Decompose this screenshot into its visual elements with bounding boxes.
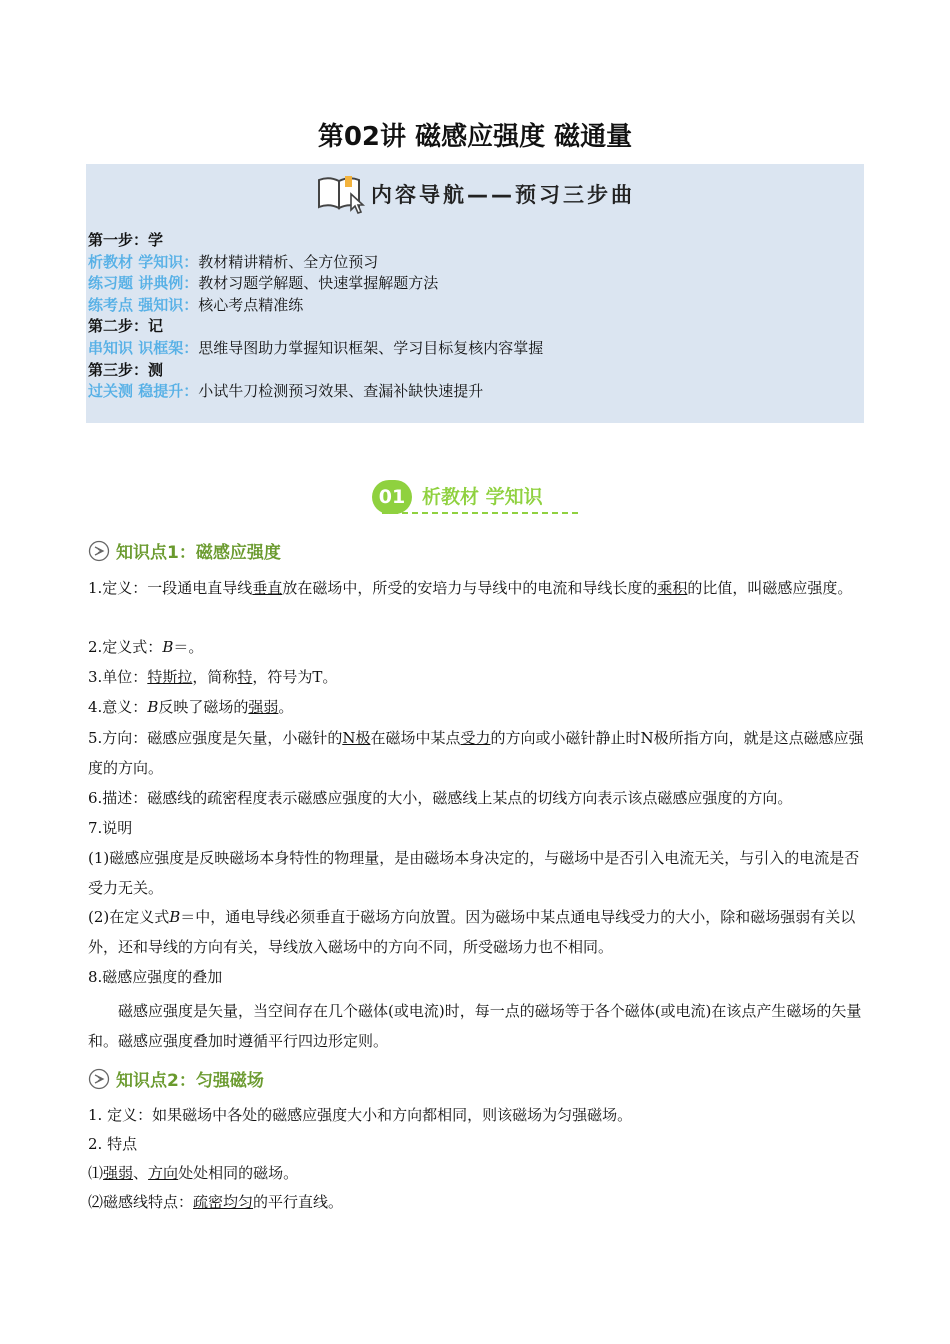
kp1-notes-heading: 7.说明: [88, 819, 133, 837]
kp1-title: 知识点1：磁感应强度: [116, 543, 281, 563]
section-number-badge: 01: [372, 480, 412, 514]
nav-step-2: 第二步：记: [88, 317, 164, 336]
section-underline: [382, 512, 578, 514]
nav-item-final-test: 过关测 稳提升：小试牛刀检测预习效果、查漏补缺快速提升: [88, 382, 484, 401]
kp1-note-1: (1)磁感应强度是反映磁场本身特性的物理量，是由磁场本身决定的，与磁场中是否引入电流无关，与引入的电流是否受力无关。: [88, 849, 860, 897]
kp2-header: [88, 1066, 264, 1091]
kp1-direction: 5.方向：磁感应强度是矢量，小磁针的N极在磁场中某点受力的方向或小磁针静止时N极所指方向，就是这点磁感应强度的方向。: [88, 729, 864, 777]
nav-header: [86, 172, 864, 216]
nav-step-1: 第一步：学: [88, 231, 164, 249]
kp2-feature-1: ⑴强弱、方向处处相同的磁场。: [88, 1164, 299, 1182]
kp2-feature-2: ⑵磁感线特点：疏密均匀的平行直线。: [88, 1193, 344, 1211]
book-pointer-icon: [315, 172, 367, 216]
kp1-description: 6.描述：磁感线的疏密程度表示磁感应强度的大小，磁感线上某点的切线方向表示该点磁感应强度的方向。: [88, 789, 793, 807]
arrow-circle-icon: [88, 1068, 110, 1090]
nav-heading: 内容导航——预习三步曲: [371, 183, 635, 207]
nav-item-knowledge-framework: 串知识 识框架：思维导图助力掌握知识框架、学习目标复核内容掌握: [88, 338, 544, 357]
kp1-superposition-text: 磁感应强度是矢量，当空间存在几个磁体(或电流)时，每一点的磁场等于各个磁体(或电流)在该点产生磁场的矢量和。磁感应强度叠加时遵循平行四边形定则。: [88, 1002, 862, 1050]
kp1-definition: 1.定义：一段通电直导线垂直放在磁场中，所受的安培力与导线中的电流和导线长度的乘积的比值，叫磁感应强度。: [88, 579, 853, 597]
kp1-superposition-heading: 8.磁感应强度的叠加: [88, 968, 223, 986]
kp1-header: [88, 538, 281, 563]
section-title: 析教材 学知识: [422, 486, 543, 508]
nav-step-3: 第三步：测: [88, 360, 164, 379]
kp2-features-heading: 2. 特点: [88, 1135, 138, 1153]
arrow-circle-icon: [88, 540, 110, 562]
kp2-definition: 1. 定义：如果磁场中各处的磁感应强度大小和方向都相同，则该磁场为匀强磁场。: [88, 1106, 633, 1124]
kp1-unit: 3.单位：特斯拉，简称特，符号为T。: [88, 668, 338, 686]
nav-item-practice-examples: 练习题 讲典例：教材习题学解题、快速掌握解题方法: [88, 274, 439, 293]
kp1-note-2: (2)在定义式B＝中，通电导线必须垂直于磁场方向放置。因为磁场中某点通电导线受力的大小，除和磁场强弱有关以外，还和导线的方向有关，导线放入磁场中的方向不同，所受磁场力也不相同。: [88, 908, 856, 956]
kp1-meaning: 4.意义：B反映了磁场的强弱。: [88, 698, 294, 716]
page-title: 第02讲 磁感应强度 磁通量: [317, 122, 633, 152]
content-navigation-box: [86, 164, 864, 423]
nav-lines: [88, 230, 858, 403]
kp1-formula: 2.定义式：B＝。: [88, 638, 204, 656]
kp2-title: 知识点2：匀强磁场: [116, 1071, 264, 1091]
nav-item-analyze-textbook: 析教材 学知识：教材精讲精析、全方位预习: [88, 252, 379, 271]
nav-item-key-points: 练考点 强知识：核心考点精准练: [88, 295, 304, 314]
section-banner: [372, 476, 582, 520]
